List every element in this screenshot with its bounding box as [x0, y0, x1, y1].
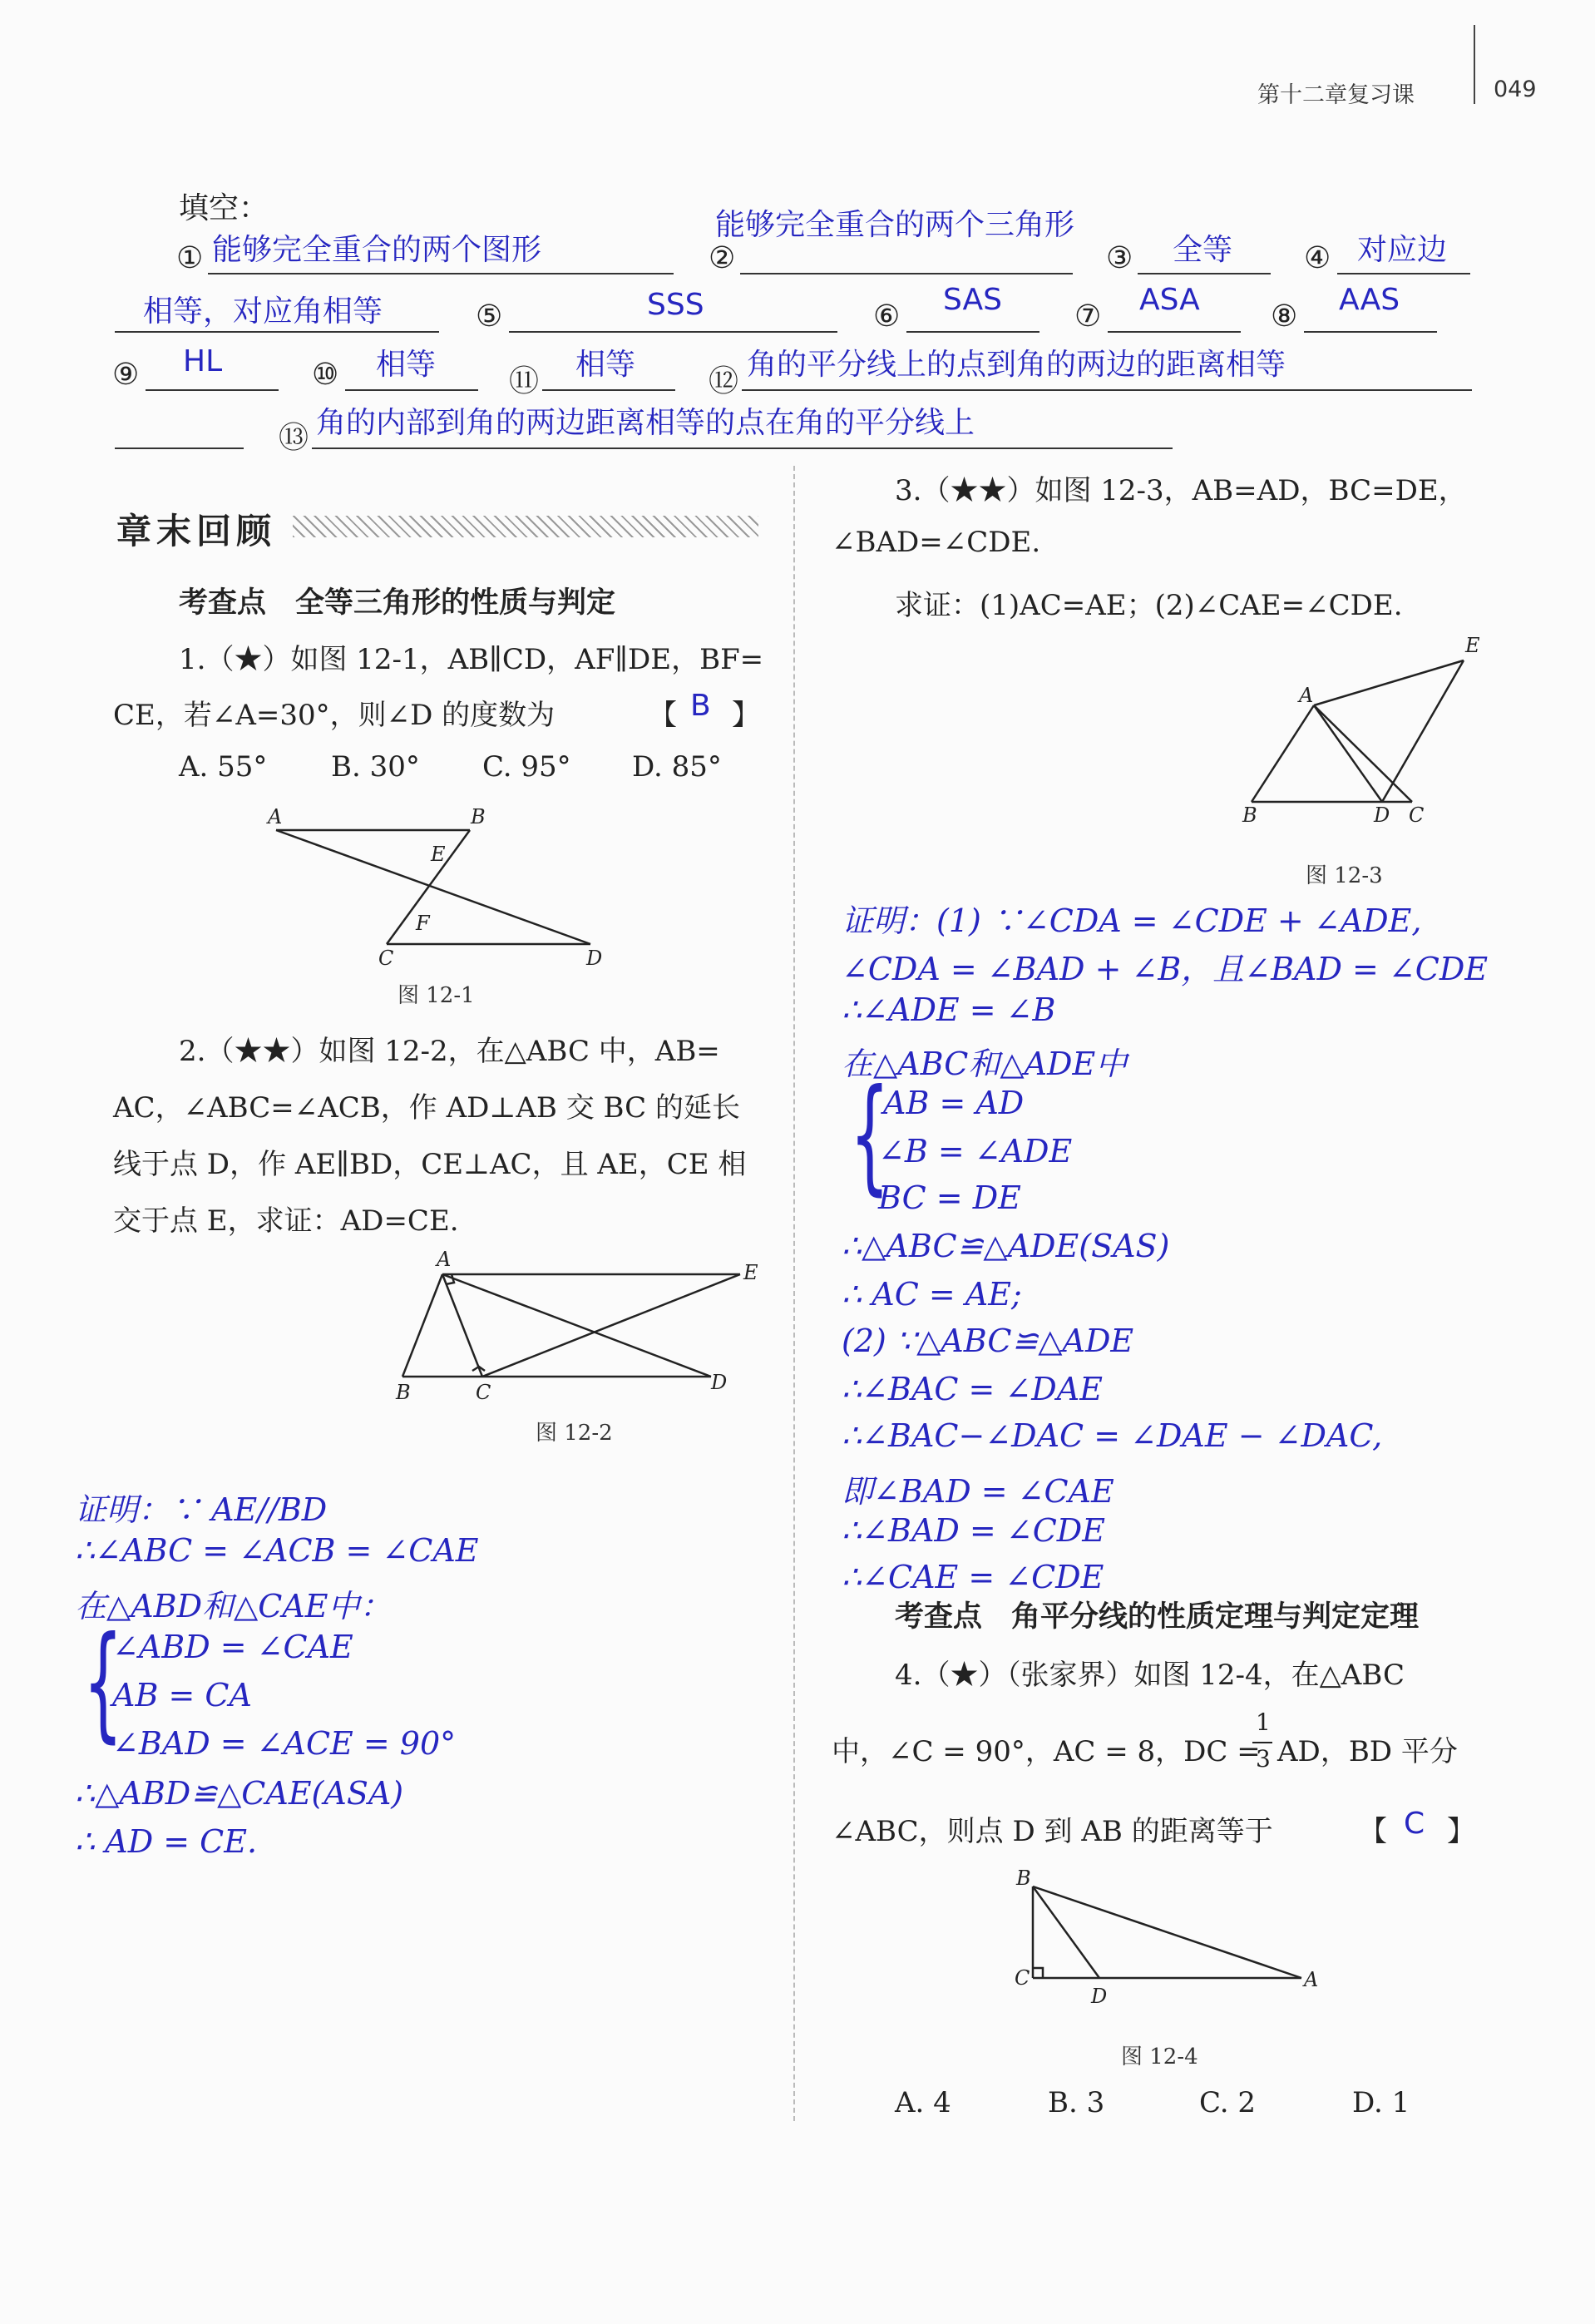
blank-11	[542, 389, 675, 391]
q1-option-c: C. 95°	[482, 750, 571, 784]
q4-option-b: B. 3	[1048, 2086, 1105, 2119]
q1-option-a: A. 55°	[179, 750, 268, 784]
q4-line-1: 4.（★）（张家界）如图 12-4，在△ABC	[895, 1659, 1405, 1692]
figure-12-1	[249, 799, 624, 973]
answer-7: ASA	[1139, 283, 1200, 317]
q3-line-1: 3.（★★）如图 12-3，AB=AD，BC=DE，	[895, 474, 1467, 507]
q4-answer: C	[1404, 1807, 1425, 1841]
blank-7	[1108, 331, 1241, 333]
fig3-label-c: C	[1409, 804, 1425, 827]
fig3-caption: 图 12-3	[1306, 863, 1383, 888]
q4-line-3: ∠ABC，则点 D 到 AB 的距离等于	[832, 1815, 1273, 1848]
q1-option-d: D. 85°	[632, 750, 722, 784]
q4-bracket-right: 】	[1447, 1815, 1475, 1848]
figure-12-4	[1006, 1862, 1331, 2011]
num-13: ⑬	[279, 421, 309, 455]
answer-8: AAS	[1339, 283, 1400, 317]
answer-3: 全等	[1173, 233, 1233, 267]
blank-12b	[115, 447, 244, 449]
section-title-hatch	[293, 516, 758, 537]
q2-proof-7: ∴△ABD≌△CAE(ASA)	[75, 1775, 404, 1812]
num-12: ⑫	[709, 364, 739, 398]
q1-line-2: CE，若∠A=30°，则∠D 的度数为	[113, 699, 556, 732]
q3-proof-5: AB = AD	[883, 1085, 1025, 1121]
blank-10	[345, 389, 478, 391]
q2-proof-3: 在△ABD和△CAE中：	[75, 1588, 392, 1624]
fig3-label-b: B	[1242, 804, 1257, 827]
q2-brace: {	[83, 1610, 123, 1755]
answer-6: SAS	[943, 283, 1002, 317]
fig4-label-a: A	[1304, 1968, 1319, 1991]
q2-proof-2: ∴∠ABC = ∠ACB = ∠CAE	[75, 1532, 479, 1569]
num-10: ⑩	[312, 358, 339, 392]
fig1-label-a: A	[268, 805, 283, 828]
fig1-label-d: D	[586, 947, 603, 970]
q1-answer: B	[690, 689, 711, 723]
fig4-label-c: C	[1015, 1966, 1030, 1990]
fig3-label-a: A	[1299, 684, 1314, 707]
q2-line-1: 2.（★★）如图 12-2，在△ABC 中，AB=	[179, 1035, 720, 1068]
q3-proof-14: ∴∠BAD = ∠CDE	[842, 1512, 1105, 1549]
num-4: ④	[1304, 241, 1331, 275]
q4-line-2b: AD，BD 平分	[1277, 1735, 1458, 1768]
fig3-label-e: E	[1465, 634, 1480, 657]
q3-proof-2: ∠CDA = ∠BAD + ∠B，且∠BAD = ∠CDE	[842, 951, 1489, 987]
blank-6	[906, 331, 1039, 333]
blank-8	[1304, 331, 1437, 333]
num-1: ①	[176, 241, 204, 275]
chapter-header: 第十二章复习课	[1257, 82, 1415, 108]
num-6: ⑥	[873, 299, 901, 334]
answer-10: 相等	[376, 348, 437, 382]
q3-proof-1: 证明：(1) ∵∠CDA = ∠CDE + ∠ADE,	[842, 902, 1422, 939]
q2-line-4: 交于点 E，求证：AD=CE.	[113, 1204, 459, 1238]
q3-proof-3: ∴∠ADE = ∠B	[842, 991, 1056, 1028]
q3-proof-11: ∴∠BAC = ∠DAE	[842, 1371, 1103, 1407]
column-divider	[793, 466, 795, 2121]
q3-proof-9: ∴ AC = AE;	[842, 1276, 1022, 1313]
page-number: 049	[1494, 77, 1537, 102]
q2-proof-8: ∴ AD = CE.	[75, 1823, 258, 1860]
num-11: ⑪	[509, 364, 540, 398]
q2-line-2: AC，∠ABC=∠ACB，作 AD⊥AB 交 BC 的延长	[113, 1091, 740, 1125]
q2-proof-6: ∠BAD = ∠ACE = 90°	[112, 1725, 457, 1762]
answer-2: 能够完全重合的两个三角形	[715, 208, 1075, 242]
topic-heading-1: 考查点 全等三角形的性质与判定	[179, 586, 616, 620]
answer-11: 相等	[575, 348, 636, 382]
fig2-label-e: E	[743, 1261, 758, 1284]
q1-line-1: 1.（★）如图 12-1，AB∥CD，AF∥DE，BF=	[179, 643, 764, 676]
blank-5	[509, 331, 837, 333]
q3-proof-6: ∠B = ∠ADE	[878, 1133, 1073, 1169]
blank-13	[312, 447, 1173, 449]
q3-proof-15: ∴∠CAE = ∠CDE	[842, 1559, 1104, 1595]
q1-bracket-right: 】	[732, 699, 760, 732]
fig1-label-e: E	[431, 843, 446, 866]
q4-option-c: C. 2	[1199, 2086, 1257, 2119]
answer-9: HL	[183, 344, 223, 378]
q3-proof-13: 即∠BAD = ∠CAE	[842, 1473, 1114, 1510]
q4-option-a: A. 4	[895, 2086, 951, 2119]
fig1-caption: 图 12-1	[398, 983, 475, 1008]
q3-proof-12: ∴∠BAC−∠DAC = ∠DAE − ∠DAC,	[842, 1417, 1383, 1454]
fig4-label-b: B	[1016, 1867, 1031, 1890]
q4-bracket-left: 【	[1359, 1815, 1387, 1848]
fig1-label-f: F	[416, 912, 430, 935]
header-divider	[1474, 25, 1475, 104]
answer-1: 能够完全重合的两个图形	[212, 233, 542, 267]
q2-proof-4: ∠ABD = ∠CAE	[112, 1629, 353, 1665]
fig4-caption: 图 12-4	[1121, 2045, 1198, 2069]
fig2-label-b: B	[396, 1381, 411, 1404]
blank-1	[208, 273, 674, 274]
fig4-label-d: D	[1091, 1985, 1108, 2008]
blank-12	[742, 389, 1472, 391]
q4-fraction-denominator: 3	[1256, 1745, 1271, 1773]
fig2-caption: 图 12-2	[536, 1421, 613, 1446]
num-8: ⑧	[1271, 299, 1298, 334]
q2-proof-1: 证明：∵ AE//BD	[75, 1491, 328, 1528]
q1-option-b: B. 30°	[331, 750, 420, 784]
topic-heading-2: 考查点 角平分线的性质定理与判定定理	[895, 1600, 1420, 1634]
answer-12: 角的平分线上的点到角的两边的距离相等	[747, 348, 1286, 382]
num-7: ⑦	[1074, 299, 1102, 334]
q3-proof-4: 在△ABC和△ADE中	[842, 1046, 1128, 1082]
fig2-label-c: C	[476, 1381, 491, 1404]
fig2-label-a: A	[437, 1248, 452, 1271]
fig1-label-b: B	[471, 805, 486, 828]
num-2: ②	[709, 241, 736, 275]
blank-9	[146, 389, 279, 391]
fig3-label-d: D	[1374, 804, 1390, 827]
q3-proof-7: BC = DE	[878, 1179, 1021, 1216]
answer-4-continued: 相等，对应角相等	[143, 294, 383, 329]
fill-title: 填空：	[179, 191, 269, 225]
q3-line-2: ∠BAD=∠CDE.	[832, 526, 1041, 559]
q3-proof-8: ∴△ABC≌△ADE(SAS)	[842, 1228, 1170, 1264]
answer-5: SSS	[647, 288, 704, 322]
q1-bracket-left: 【	[649, 699, 677, 732]
q3-line-3: 求证：(1)AC=AE；(2)∠CAE=∠CDE.	[895, 589, 1403, 622]
q3-brace: {	[850, 1063, 890, 1208]
blank-2	[740, 273, 1073, 274]
num-3: ③	[1106, 241, 1133, 275]
answer-4: 对应边	[1357, 233, 1448, 267]
figure-12-3	[1231, 629, 1489, 828]
blank-4b	[115, 331, 439, 333]
q4-line-2a: 中，∠C = 90°，AC = 8，DC =	[832, 1735, 1261, 1768]
q4-fraction-numerator: 1	[1256, 1708, 1271, 1736]
blank-3	[1138, 273, 1271, 274]
blank-4	[1337, 273, 1470, 274]
q2-line-3: 线于点 D，作 AE∥BD，CE⊥AC，且 AE，CE 相	[113, 1148, 747, 1181]
q3-proof-10: (2) ∵△ABC≌△ADE	[842, 1323, 1134, 1359]
section-title: 章末回顾	[116, 511, 277, 551]
q4-option-d: D. 1	[1352, 2086, 1410, 2119]
num-9: ⑨	[112, 358, 140, 392]
num-5: ⑤	[476, 299, 503, 334]
q2-proof-5: AB = CA	[112, 1677, 252, 1713]
figure-12-2	[391, 1248, 765, 1406]
answer-13: 角的内部到角的两边距离相等的点在角的平分线上	[316, 406, 975, 440]
fig2-label-d: D	[711, 1371, 728, 1394]
q4-fraction-bar	[1252, 1742, 1272, 1743]
fig1-label-c: C	[378, 947, 394, 970]
